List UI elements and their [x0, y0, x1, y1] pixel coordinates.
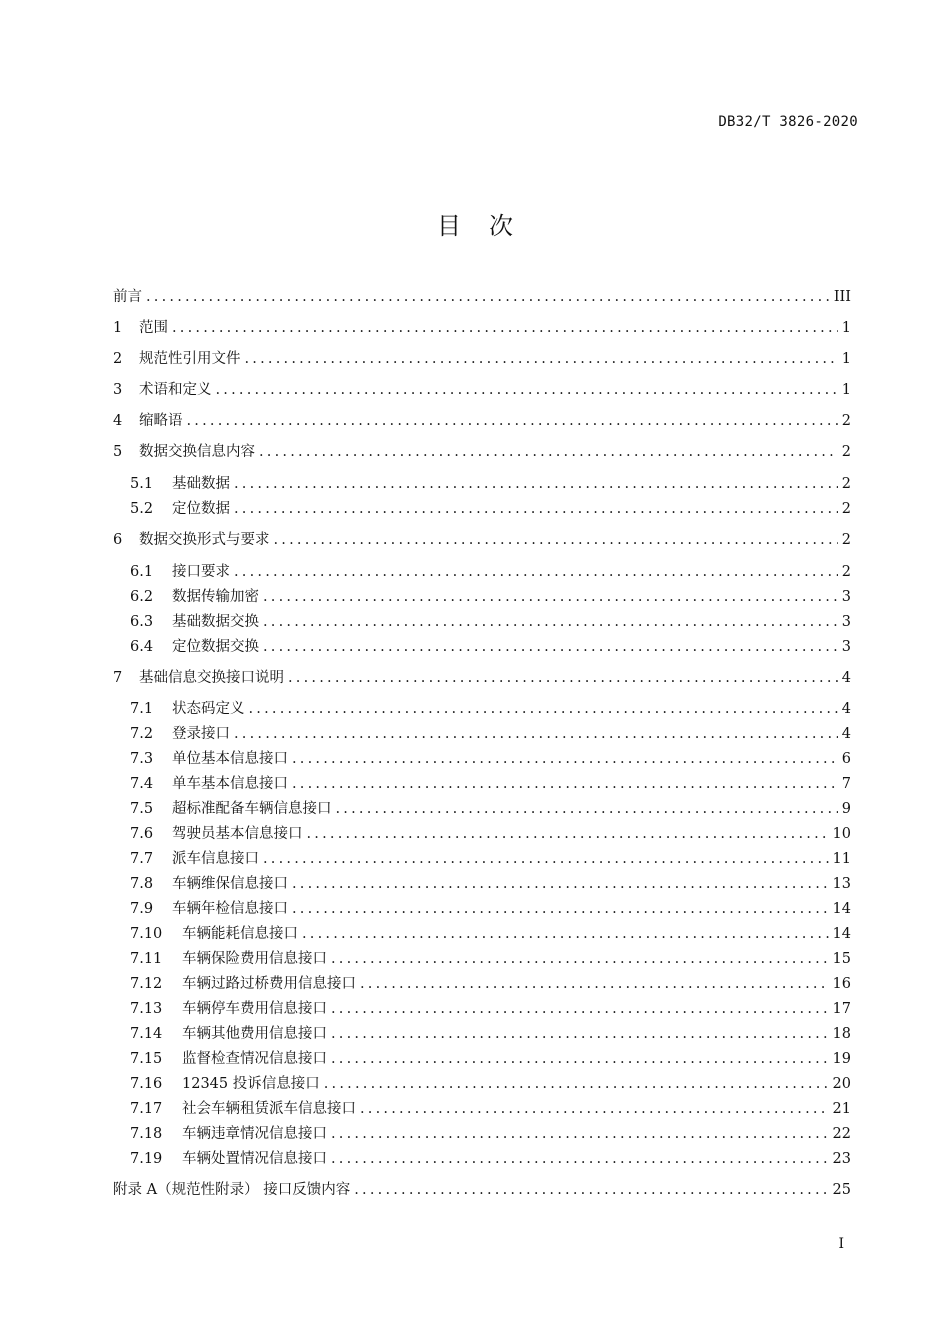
toc-entry[interactable] — [113, 379, 851, 401]
toc-entry-label: 派车信息接口 — [172, 851, 259, 867]
toc-entry[interactable] — [113, 1048, 851, 1070]
toc-entry-page: 11 — [832, 851, 851, 867]
toc-entry-number: 7 — [113, 670, 123, 686]
toc-entry[interactable] — [113, 923, 851, 945]
toc-entry-number: 7.19 — [130, 1151, 163, 1167]
toc-leader-dots — [331, 1048, 829, 1070]
toc-leader-dots — [331, 998, 829, 1020]
toc-leader-dots — [259, 441, 838, 463]
toc-entry-page: 9 — [841, 801, 851, 817]
toc-entry[interactable] — [113, 848, 851, 870]
toc-entry[interactable] — [113, 698, 851, 720]
toc-entry[interactable] — [113, 798, 851, 820]
toc-entry-number: 6.2 — [130, 589, 154, 605]
page-number: I — [838, 1236, 844, 1252]
toc-entry[interactable] — [113, 1023, 851, 1045]
toc-leader-dots — [292, 898, 829, 920]
toc-entry-number: 7.10 — [130, 926, 163, 942]
toc-leader-dots — [292, 748, 838, 770]
toc-entry-page: 6 — [841, 751, 851, 767]
toc-entry-label: 范围 — [139, 320, 168, 336]
toc-entry-number: 7.11 — [130, 951, 163, 967]
toc-entry-number: 7.9 — [130, 901, 154, 917]
toc-entry-label: 车辆停车费用信息接口 — [182, 1001, 327, 1017]
toc-entry-page: 16 — [832, 976, 851, 992]
toc-entry-page: 20 — [832, 1076, 851, 1092]
toc-entry-page: 3 — [841, 614, 851, 630]
toc-entry-number: 7.12 — [130, 976, 163, 992]
toc-leader-dots — [331, 948, 829, 970]
toc-entry-label: 车辆处置情况信息接口 — [182, 1151, 327, 1167]
toc-leader-dots — [187, 410, 838, 432]
toc-entry-label: 基础信息交换接口说明 — [139, 670, 284, 686]
toc-entry[interactable] — [113, 611, 851, 633]
toc-leader-dots — [172, 317, 838, 339]
toc-entry-label: 车辆年检信息接口 — [172, 901, 288, 917]
toc-entry-label: 车辆其他费用信息接口 — [182, 1026, 327, 1042]
toc-leader-dots — [331, 1148, 829, 1170]
toc-entry-page: 23 — [832, 1151, 851, 1167]
toc-entry-page: 2 — [841, 413, 851, 429]
toc-entry-number: 6 — [113, 532, 123, 548]
toc-entry-number: 4 — [113, 413, 123, 429]
toc-entry-page: 3 — [841, 589, 851, 605]
toc-entry-number: 7.4 — [130, 776, 154, 792]
toc-leader-dots — [324, 1073, 829, 1095]
toc-entry-number: 6.4 — [130, 639, 154, 655]
toc-entry[interactable] — [113, 1073, 851, 1095]
toc-entry-page: III — [833, 289, 851, 305]
page-title: 目次 — [437, 212, 541, 240]
toc-leader-dots — [331, 1023, 829, 1045]
toc-entry-page: 4 — [841, 701, 851, 717]
toc-entry-page: 7 — [841, 776, 851, 792]
toc-entry-number: 7.6 — [130, 826, 154, 842]
toc-entry-page: 22 — [832, 1126, 851, 1142]
toc-entry-number: 5.2 — [130, 501, 154, 517]
toc-entry-label: 状态码定义 — [172, 701, 245, 717]
toc-entry-label: 车辆维保信息接口 — [172, 876, 288, 892]
toc-entry-page: 4 — [841, 670, 851, 686]
toc-entry[interactable] — [113, 1123, 851, 1145]
toc-entry-page: 14 — [832, 901, 851, 917]
toc-entry-page: 17 — [832, 1001, 851, 1017]
toc-entry-label: 车辆能耗信息接口 — [182, 926, 298, 942]
toc-entry-label: 数据交换形式与要求 — [139, 532, 270, 548]
toc-entry-label: 缩略语 — [139, 413, 183, 429]
toc-entry[interactable] — [113, 773, 851, 795]
toc-entry-page: 15 — [832, 951, 851, 967]
toc-entry-number: 2 — [113, 351, 123, 367]
toc-entry-number: 7.13 — [130, 1001, 163, 1017]
toc-entry-label: 接口要求 — [172, 564, 230, 580]
toc-leader-dots — [263, 636, 838, 658]
toc-entry-number: 6.3 — [130, 614, 154, 630]
toc-leader-dots — [234, 473, 838, 495]
toc-leader-dots — [263, 586, 838, 608]
toc-entry-number: 7.15 — [130, 1051, 163, 1067]
toc-leader-dots — [263, 611, 838, 633]
toc-entry-label: 数据传输加密 — [172, 589, 259, 605]
toc-entry-label: 数据交换信息内容 — [139, 444, 255, 460]
toc-entry[interactable] — [113, 1148, 851, 1170]
toc-entry-page: 18 — [832, 1026, 851, 1042]
toc-leader-dots — [216, 379, 838, 401]
toc-leader-dots — [360, 973, 829, 995]
toc-leader-dots — [288, 667, 838, 689]
toc-entry-number: 3 — [113, 382, 123, 398]
toc-entry-label: 基础数据 — [172, 476, 230, 492]
toc-entry[interactable] — [113, 561, 851, 583]
toc-entry-label: 车辆违章情况信息接口 — [182, 1126, 327, 1142]
toc-leader-dots — [302, 923, 829, 945]
toc-entry-page: 1 — [841, 351, 851, 367]
toc-entry-label: 12345 投诉信息接口 — [182, 1076, 320, 1092]
toc-entry[interactable] — [113, 636, 851, 658]
toc-entry[interactable] — [113, 410, 851, 432]
toc-entry-page: 10 — [832, 826, 851, 842]
toc-entry-number: 7.2 — [130, 726, 154, 742]
toc-entry-label: 社会车辆租赁派车信息接口 — [182, 1101, 356, 1117]
toc-entry-number: 5.1 — [130, 476, 154, 492]
toc-entry[interactable] — [113, 998, 851, 1020]
toc-entry[interactable] — [113, 498, 851, 520]
toc-entry-label: 术语和定义 — [139, 382, 212, 398]
toc-entry-number: 6.1 — [130, 564, 154, 580]
toc-leader-dots — [292, 873, 829, 895]
toc-entry-label: 单车基本信息接口 — [172, 776, 288, 792]
toc-leader-dots — [234, 561, 838, 583]
toc-entry[interactable] — [113, 1179, 851, 1201]
toc-entry-page: 3 — [841, 639, 851, 655]
toc-leader-dots — [249, 698, 838, 720]
toc-entry[interactable] — [113, 873, 851, 895]
toc-leader-dots — [336, 798, 838, 820]
toc-entry-label: 超标准配备车辆信息接口 — [172, 801, 332, 817]
toc-leader-dots — [234, 723, 838, 745]
toc-entry-number: 7.3 — [130, 751, 154, 767]
toc-entry[interactable] — [113, 317, 851, 339]
toc-entry-number: 1 — [113, 320, 123, 336]
toc-entry-page: 2 — [841, 564, 851, 580]
toc-entry[interactable] — [113, 748, 851, 770]
toc-entry-number: 7.16 — [130, 1076, 163, 1092]
toc-entry-page: 2 — [841, 444, 851, 460]
toc-entry-label: 基础数据交换 — [172, 614, 259, 630]
toc-leader-dots — [274, 529, 838, 551]
toc-entry-label: 前言 — [113, 289, 142, 305]
toc-entry-number: 7.8 — [130, 876, 154, 892]
toc-leader-dots — [354, 1179, 828, 1201]
toc-entry[interactable] — [113, 1098, 851, 1120]
toc-entry-page: 2 — [841, 532, 851, 548]
toc-leader-dots — [146, 286, 830, 308]
toc-leader-dots — [245, 348, 838, 370]
toc-entry[interactable] — [113, 723, 851, 745]
toc-entry-page: 4 — [841, 726, 851, 742]
toc-leader-dots — [263, 848, 829, 870]
toc-entry-number: 5 — [113, 444, 123, 460]
toc-entry-page: 25 — [832, 1182, 851, 1198]
toc-entry[interactable] — [113, 898, 851, 920]
toc-entry[interactable] — [113, 667, 851, 689]
toc-leader-dots — [234, 498, 838, 520]
toc-entry-number: 7.18 — [130, 1126, 163, 1142]
toc-entry-page: 14 — [832, 926, 851, 942]
toc-leader-dots — [307, 823, 829, 845]
toc-entry-label: 定位数据 — [172, 501, 230, 517]
toc-entry-number: 7.1 — [130, 701, 154, 717]
toc-entry-page: 1 — [841, 382, 851, 398]
toc-entry-page: 19 — [832, 1051, 851, 1067]
toc-entry[interactable] — [113, 529, 851, 551]
toc-entry-label: 登录接口 — [172, 726, 230, 742]
toc-entry[interactable] — [113, 948, 851, 970]
toc-entry-label: 驾驶员基本信息接口 — [172, 826, 303, 842]
toc-entry-label: 定位数据交换 — [172, 639, 259, 655]
toc-entry-number: 7.17 — [130, 1101, 163, 1117]
toc-entry-number: 7.14 — [130, 1026, 163, 1042]
toc-entry-label: 监督检查情况信息接口 — [182, 1051, 327, 1067]
toc-entry-number: 7.7 — [130, 851, 154, 867]
toc-entry[interactable] — [113, 348, 851, 370]
toc-entry-page: 13 — [832, 876, 851, 892]
toc-entry-page: 2 — [841, 476, 851, 492]
toc-entry-label: 规范性引用文件 — [139, 351, 241, 367]
toc-entry-label: 附录 A（规范性附录） 接口反馈内容 — [113, 1182, 351, 1198]
toc-entry-number: 7.5 — [130, 801, 154, 817]
toc-entry[interactable] — [113, 823, 851, 845]
toc-leader-dots — [292, 773, 838, 795]
toc-entry-label: 车辆保险费用信息接口 — [182, 951, 327, 967]
toc-leader-dots — [360, 1098, 829, 1120]
toc-leader-dots — [331, 1123, 829, 1145]
toc-entry[interactable] — [113, 973, 851, 995]
toc-entry-label: 车辆过路过桥费用信息接口 — [182, 976, 356, 992]
toc-entry[interactable] — [113, 441, 851, 463]
toc-entry-page: 21 — [832, 1101, 851, 1117]
toc-entry-label: 单位基本信息接口 — [172, 751, 288, 767]
toc-entry-page: 2 — [841, 501, 851, 517]
toc-entry[interactable] — [113, 473, 851, 495]
toc-entry[interactable] — [113, 586, 851, 608]
document-code: DB32/T 3826-2020 — [718, 114, 858, 130]
toc-entry-page: 1 — [841, 320, 851, 336]
toc-entry[interactable] — [113, 286, 851, 308]
